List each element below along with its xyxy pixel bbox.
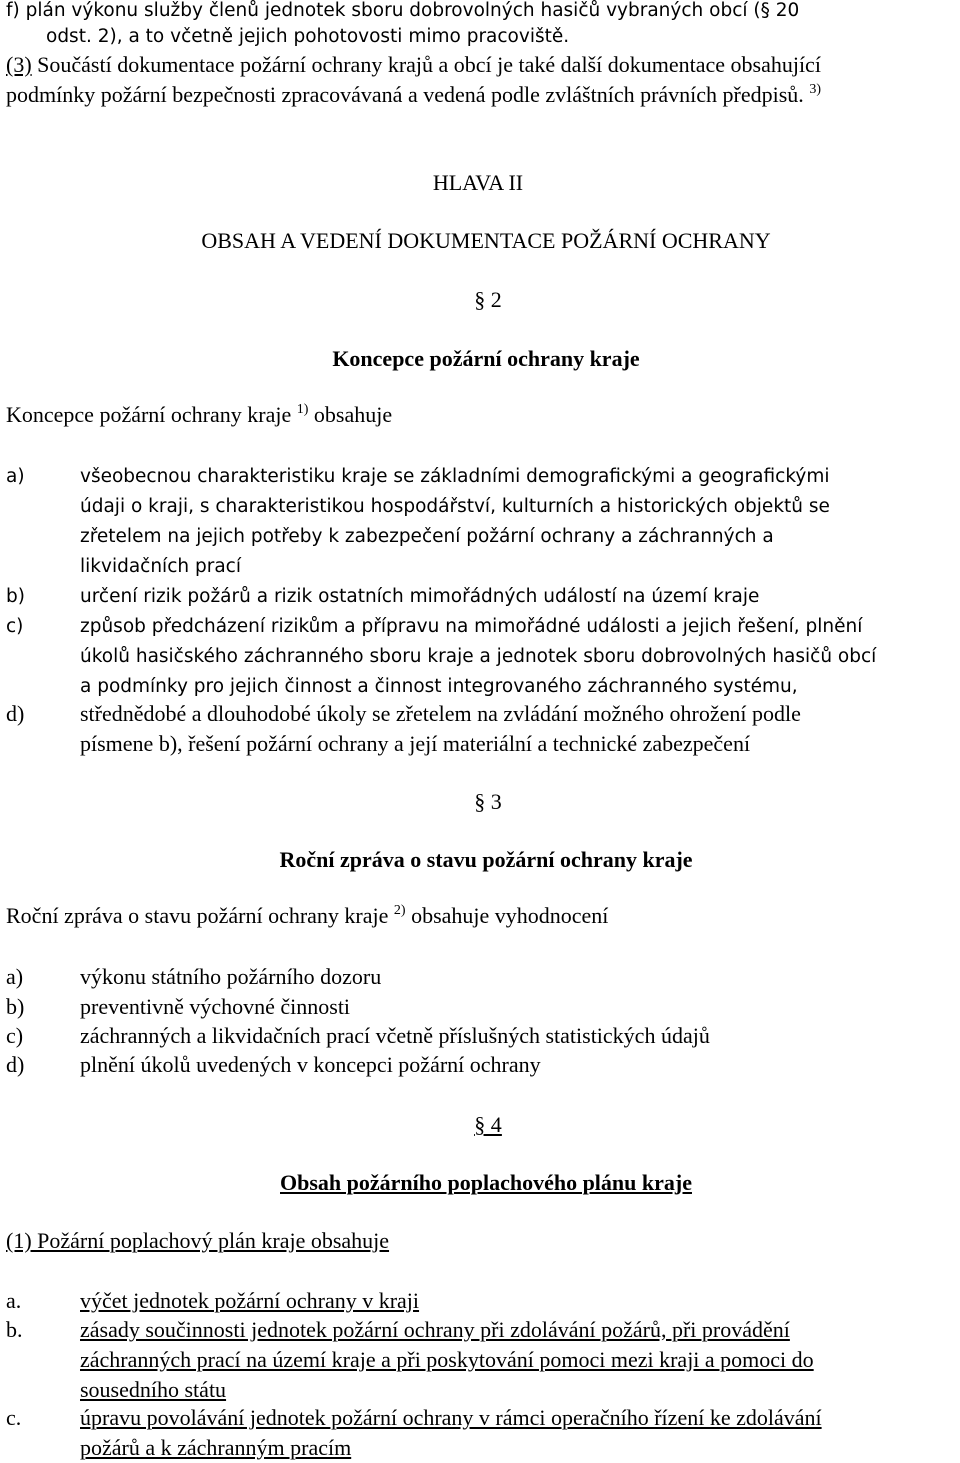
list-item-4a: a. výčet jednotek požární ochrany v kraji [6, 1288, 420, 1313]
footnote-ref-1: 1) [296, 402, 309, 417]
list-item-2a: a) všeobecnou charakteristiku kraje se základními demografickými a geografickými údaji o kraji, s charakteristikou hospodářství, kulturních a historických objektů se zřetelem na jejich potřeby k zabezpečení požární ochrany a záchranných a likvidačních prací [6, 466, 830, 577]
intro-paragraph-3-line-1: (3) Součástí dokumentace požární ochrany krajů a obcí je také další dokumentace obsahující [6, 52, 821, 77]
chapter-title: OBSAH A VEDENÍ DOKUMENTACE POŽÁRNÍ OCHRANY [201, 228, 771, 253]
list-item-2d: d) střednědobé a dlouhodobé úkoly se zřetelem na zvládání možného ohrožení podle písmene b), řešení požární ochrany a její materiální a technické zabezpečení [6, 701, 801, 756]
list-item-3d: d) plnění úkolů uvedených v koncepci požární ochrany [6, 1052, 541, 1077]
footnote-ref-2: 2) [393, 903, 406, 918]
section-4-heading: Obsah požárního poplachového plánu kraje [280, 1170, 692, 1195]
list-item-2c: c) způsob předcházení rizikům a přípravu na mimořádné události a jejich řešení, plnění úkolů hasičského záchranného sboru kraje a jednotek sboru dobrovolných hasičů obcí a podmínky pro jejich činnost a činnost integrovaného záchranného systému, [6, 616, 877, 697]
paragraph-3-number: (3) [6, 52, 32, 77]
footnote-ref-3: 3) [809, 82, 821, 97]
section-3-number: § 3 [474, 789, 502, 814]
list-item-4c: c. úpravu povolávání jednotek požární ochrany v rámci operačního řízení ke zdolávání požárů a k záchranným pracím [6, 1405, 822, 1460]
list-item-4b: b. zásady součinnosti jednotek požární ochrany při zdolávání požárů, při provádění záchranných prací na území kraje a při poskytování pomoci mezi kraji a pomoci do sousedního státu [6, 1317, 814, 1402]
section-4-lead: (1) Požární poplachový plán kraje obsahuje [6, 1228, 390, 1253]
list-item-3a: a) výkonu státního požárního dozoru [6, 964, 382, 989]
section-3-heading: Roční zpráva o stavu požární ochrany kraje [279, 847, 693, 872]
section-2-heading: Koncepce požární ochrany kraje [332, 346, 640, 371]
chapter-label: HLAVA II [432, 170, 524, 195]
section-2-number: § 2 [474, 287, 502, 312]
intro-paragraph-3-line-2: podmínky požární bezpečnosti zpracovávaná a vedená podle zvláštních právních předpisů. $^{3)}$ [6, 82, 821, 107]
list-item-3b: b) preventivně výchovné činnosti [6, 994, 351, 1019]
list-item-3c: c) záchranných a likvidačních prací včetně příslušných statistických údajů [6, 1023, 710, 1048]
list-item-2b: b) určení rizik požárů a rizik ostatních mimořádných událostí na území kraje [6, 586, 760, 607]
intro-f-line-2: odst. 2), a to včetně jejich pohotovosti mimo pracoviště. [46, 26, 570, 47]
intro-f-line-1: f) plán výkonu služby členů jednotek sboru dobrovolných hasičů vybraných obcí (§ 20 [6, 0, 800, 21]
section-2-lead: Koncepce požární ochrany kraje $^{1)}$ obsahuje [6, 402, 393, 427]
section-3-lead: Roční zpráva o stavu požární ochrany kraje $^{2)}$ obsahuje vyhodnocení [6, 903, 609, 928]
section-4-number: § 4 [474, 1112, 502, 1137]
